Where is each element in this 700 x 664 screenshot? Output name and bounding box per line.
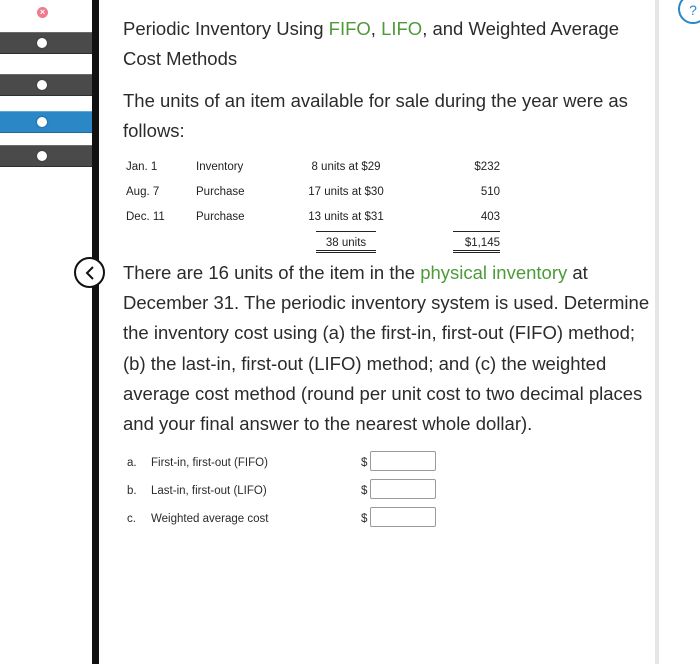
scrollbar-track[interactable] (655, 0, 659, 664)
currency-symbol: $ (361, 485, 368, 498)
inventory-table (123, 154, 500, 254)
answer-list (123, 451, 653, 535)
row-date: Dec. 11 (126, 210, 165, 223)
table-row (123, 154, 500, 179)
chevron-left-icon (83, 265, 97, 281)
question-content (123, 14, 653, 535)
sidebar-item-2[interactable] (0, 74, 92, 96)
sidebar-divider (92, 0, 99, 664)
question-sidebar (0, 0, 92, 664)
total-units: 38 units (316, 231, 376, 253)
item-dot-icon (37, 80, 47, 90)
answer-letter: c. (127, 513, 136, 526)
row-date: Jan. 1 (126, 160, 158, 173)
row-amount: 510 (480, 185, 500, 198)
currency-symbol: $ (361, 513, 368, 526)
item-dot-icon (37, 38, 47, 48)
collapse-sidebar-button[interactable] (74, 257, 105, 288)
close-icon[interactable]: × (37, 7, 48, 18)
item-dot-icon (37, 117, 47, 127)
answer-row-weighted (123, 507, 653, 535)
question-text: There are 16 units of the item in the physical inventory at December 31. The periodic inventory system is used. Determine the inventory cost using (a) the first-in, first-out (FIFO) method; (b) the last-in, first-out (LIFO) method; and (c) the weighted average cost method (round per unit cost to two decimal places and your final answer to the nearest whole dollar). (123, 262, 650, 435)
answer-label: Weighted average cost (151, 513, 269, 526)
table-row (123, 204, 500, 229)
help-icon[interactable]: ? (678, 0, 700, 24)
answer-letter: a. (127, 457, 137, 470)
answer-label: Last-in, first-out (LIFO) (151, 485, 267, 498)
row-amount: $232 (474, 160, 500, 173)
fifo-cost-input[interactable] (370, 451, 436, 471)
total-amount: $1,145 (453, 231, 500, 253)
row-units: 13 units at $31 (308, 210, 384, 223)
row-units: 8 units at $29 (311, 160, 381, 173)
physical-inventory-link[interactable]: physical inventory (420, 262, 568, 283)
item-dot-icon (37, 151, 47, 161)
weighted-average-cost-input[interactable] (370, 507, 436, 527)
fifo-link[interactable]: FIFO (328, 18, 371, 39)
intro-text: The units of an item available for sale during the year were as follows: (123, 90, 628, 141)
answer-label: First-in, first-out (FIFO) (151, 457, 268, 470)
lifo-cost-input[interactable] (370, 479, 436, 499)
row-date: Aug. 7 (126, 185, 160, 198)
row-type: Purchase (196, 185, 245, 198)
sidebar-item-1[interactable] (0, 32, 92, 54)
answer-row-fifo (123, 451, 653, 479)
answer-row-lifo (123, 479, 653, 507)
sidebar-item-3[interactable] (0, 111, 92, 133)
currency-symbol: $ (361, 457, 368, 470)
answer-letter: b. (127, 485, 137, 498)
sidebar-item-4[interactable] (0, 145, 92, 167)
page-title: Periodic Inventory Using FIFO, LIFO, and Weighted Average Cost Methods (123, 18, 620, 69)
row-amount: 403 (480, 210, 500, 223)
row-type: Inventory (196, 160, 244, 173)
table-row (123, 179, 500, 204)
lifo-link[interactable]: LIFO (381, 18, 423, 39)
row-units: 17 units at $30 (308, 185, 384, 198)
table-total-row (123, 229, 500, 254)
row-type: Purchase (196, 210, 245, 223)
